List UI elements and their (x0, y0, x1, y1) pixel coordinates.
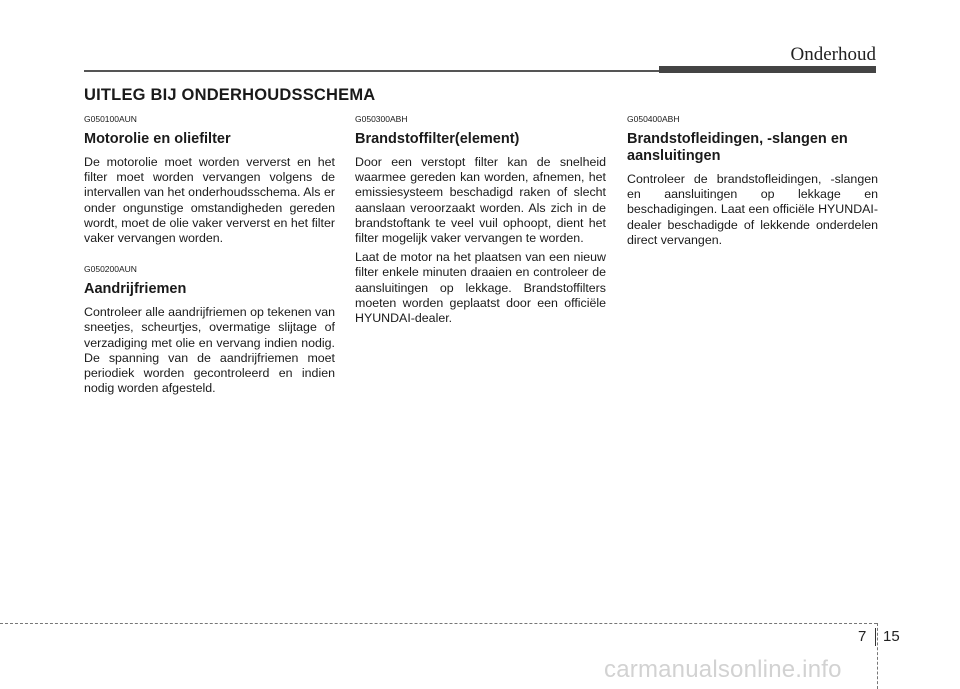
footer-rule (0, 623, 877, 624)
column-1 (84, 114, 335, 400)
block-paragraph: Controleer de brandstofleidingen, -slangen en aansluitingen op lekkage en beschadigingen. Laat een officiële HYUNDAI-dealer beschadigde of lekkende onderdelen direct vervangen. (627, 172, 878, 247)
block-paragraph: Laat de motor na het plaatsen van een nieuw filter enkele minuten draaien en controleer de aansluitingen op lekkage. Brandstoffilters moeten worden geplaatst door een officiële HYUNDAI-dealer. (355, 250, 606, 326)
block-fuel-filter (355, 114, 606, 326)
block-code: G050100AUN (84, 114, 137, 124)
block-heading: Aandrijfriemen (84, 281, 187, 298)
block-heading: Brandstoffilter(element) (355, 131, 520, 147)
chapter-header-title: Onderhoud (790, 44, 876, 65)
column-2 (355, 114, 606, 330)
footer-vertical-rule (877, 623, 878, 689)
watermark: carmanualsonline.info (604, 656, 842, 683)
block-paragraph: De motorolie moet worden ververst en het filter moet worden vervangen volgens de intervallen van het onderhoudsschema. Als er onder ongunstige omstandigheden gereden wordt, moet de olie vaker ververst en het filter vaker vervangen worden. (84, 155, 335, 246)
block-code: G050200AUN (84, 264, 137, 275)
block-drive-belts (84, 264, 335, 396)
header-rule (84, 70, 659, 72)
header-bar (659, 66, 876, 73)
column-3 (627, 114, 878, 252)
block-paragraph: Door een verstopt filter kan de snelheid waarmee gereden kan worden, afnemen, het emissiesysteem beschadigd raken of slecht aanslaan veroorzaakt worden. Als zich in de brandstoftank te veel vuil ophoopt, dient het filter mogelijk vaker vervangen te worden. (355, 155, 606, 246)
block-engine-oil (84, 114, 335, 246)
block-heading: Brandstofleidingen, -slangen en aansluitingen (627, 131, 848, 164)
chapter-number: 7 (858, 628, 867, 645)
section-title: UITLEG BIJ ONDERHOUDSSCHEMA (84, 86, 376, 104)
block-code: G050300ABH (355, 114, 408, 124)
block-fuel-lines (627, 114, 878, 248)
page-number-divider (875, 628, 876, 646)
block-code: G050400ABH (627, 114, 680, 124)
block-paragraph: Controleer alle aandrijfriemen op tekenen van sneetjes, scheurtjes, overmatige slijtage of verzadiging met olie en vervang indien nodig. De spanning van de aandrijfriemen moet periodiek worden gecontroleerd en indien nodig worden afgesteld. (84, 305, 335, 396)
page-number: 15 (883, 628, 900, 645)
block-heading: Motorolie en oliefilter (84, 131, 231, 147)
